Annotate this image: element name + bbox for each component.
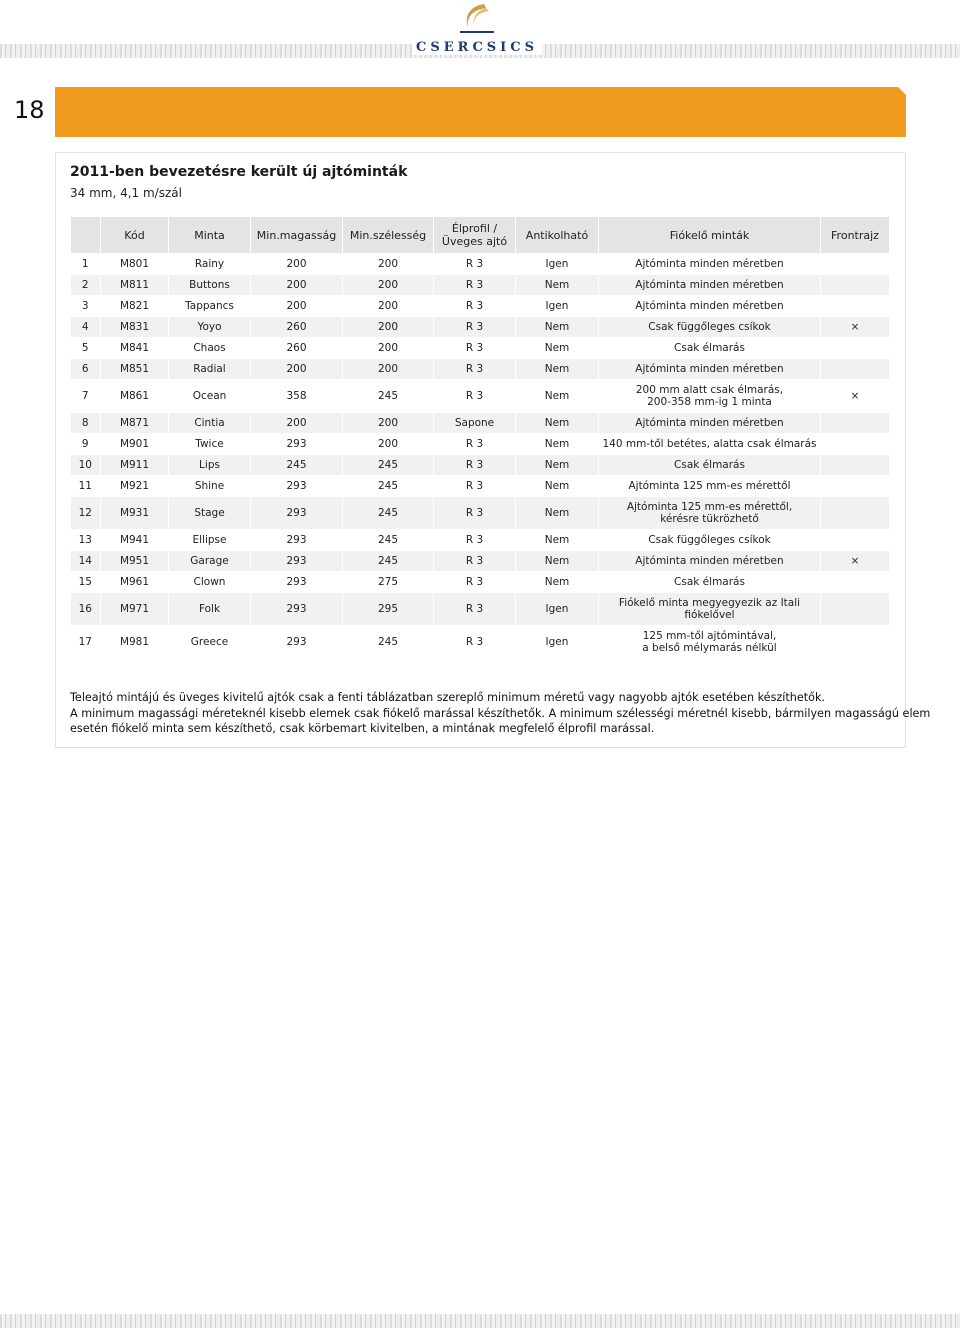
row-antique: Nem (516, 338, 599, 359)
row-profile: R 3 (434, 359, 516, 380)
row-antique: Nem (516, 359, 599, 380)
row-drawing (821, 338, 890, 359)
row-pattern: Twice (169, 434, 251, 455)
row-min-width: 245 (343, 476, 434, 497)
row-antique: Nem (516, 413, 599, 434)
table-row (71, 296, 890, 317)
row-code: M911 (101, 455, 169, 476)
row-drawer (599, 593, 821, 626)
row-antique: Nem (516, 380, 599, 413)
row-index: 11 (71, 476, 101, 497)
row-index: 14 (71, 551, 101, 572)
row-pattern: Cintia (169, 413, 251, 434)
row-min-width: 200 (343, 296, 434, 317)
row-drawer (599, 359, 821, 380)
row-drawing (821, 296, 890, 317)
row-drawer (599, 551, 821, 572)
row-pattern: Ocean (169, 380, 251, 413)
row-code: M921 (101, 476, 169, 497)
row-drawer-line1: 200 mm alatt csak élmarás, (635, 384, 784, 396)
row-pattern: Tappancs (169, 296, 251, 317)
row-min-height: 358 (251, 380, 343, 413)
row-min-width: 295 (343, 593, 434, 626)
row-profile: R 3 (434, 380, 516, 413)
row-drawer (599, 413, 821, 434)
row-pattern: Buttons (169, 275, 251, 296)
row-profile: R 3 (434, 317, 516, 338)
row-pattern: Garage (169, 551, 251, 572)
row-index: 13 (71, 530, 101, 551)
row-index: 15 (71, 572, 101, 593)
row-min-height: 260 (251, 338, 343, 359)
row-drawer (599, 455, 821, 476)
row-drawer-line1: Ajtóminta 125 mm-es mérettől, (626, 501, 793, 513)
footnotes (70, 690, 931, 737)
row-pattern: Greece (169, 626, 251, 659)
row-min-width: 245 (343, 380, 434, 413)
row-profile: R 3 (434, 254, 516, 275)
row-drawer (599, 626, 821, 659)
row-code: M841 (101, 338, 169, 359)
row-drawing (821, 413, 890, 434)
row-drawer (599, 296, 821, 317)
table-row (71, 434, 890, 455)
table-row (71, 626, 890, 659)
row-profile: R 3 (434, 497, 516, 530)
row-min-width: 245 (343, 455, 434, 476)
row-index: 6 (71, 359, 101, 380)
row-min-height: 293 (251, 497, 343, 530)
row-min-width: 200 (343, 254, 434, 275)
header-profile-line2: Üveges ajtó (441, 235, 508, 248)
row-min-width: 200 (343, 413, 434, 434)
row-code: M961 (101, 572, 169, 593)
header-index (71, 217, 101, 254)
row-min-height: 200 (251, 413, 343, 434)
row-index: 1 (71, 254, 101, 275)
row-drawer (599, 572, 821, 593)
table-row (71, 455, 890, 476)
table-row (71, 359, 890, 380)
row-min-height: 293 (251, 572, 343, 593)
row-drawing (821, 359, 890, 380)
row-index: 3 (71, 296, 101, 317)
row-drawing (821, 275, 890, 296)
row-pattern: Yoyo (169, 317, 251, 338)
row-drawing (821, 572, 890, 593)
row-antique: Nem (516, 551, 599, 572)
header-code: Kód (101, 217, 169, 254)
row-drawing (821, 497, 890, 530)
row-pattern: Shine (169, 476, 251, 497)
row-drawer (599, 476, 821, 497)
row-drawer-line2: a belső mélymarás nélkül (642, 642, 777, 654)
section-header-bar (55, 87, 906, 137)
row-drawer-line1: Ajtóminta minden méretben (635, 555, 784, 567)
row-drawer (599, 338, 821, 359)
table-row (71, 413, 890, 434)
row-code: M861 (101, 380, 169, 413)
table-row (71, 380, 890, 413)
row-drawer-line2: 200-358 mm-ig 1 minta (647, 396, 772, 408)
row-drawer-line1: Ajtóminta 125 mm-es mérettől (628, 480, 791, 492)
row-min-height: 260 (251, 317, 343, 338)
row-drawer (599, 275, 821, 296)
table-row (71, 551, 890, 572)
row-min-width: 200 (343, 275, 434, 296)
table-row (71, 530, 890, 551)
row-drawing (821, 593, 890, 626)
row-drawer (599, 530, 821, 551)
row-profile: R 3 (434, 338, 516, 359)
row-pattern: Lips (169, 455, 251, 476)
row-index: 8 (71, 413, 101, 434)
table-row (71, 572, 890, 593)
row-antique: Nem (516, 275, 599, 296)
row-antique: Nem (516, 317, 599, 338)
note-line-3: esetén fiókelő minta sem készíthető, csak körbemart kivitelben, a mintának megfelelő élprofil marással. (70, 722, 655, 735)
row-min-width: 200 (343, 317, 434, 338)
row-code: M981 (101, 626, 169, 659)
row-antique: Nem (516, 455, 599, 476)
table-header-row (71, 217, 890, 254)
row-antique: Igen (516, 296, 599, 317)
row-min-width: 245 (343, 551, 434, 572)
row-min-width: 200 (343, 338, 434, 359)
header-profile (434, 217, 516, 254)
row-code: M971 (101, 593, 169, 626)
row-drawing: × (821, 380, 890, 413)
row-drawing (821, 455, 890, 476)
row-pattern: Ellipse (169, 530, 251, 551)
row-min-height: 293 (251, 530, 343, 551)
logo-swoosh-icon (456, 2, 496, 36)
row-min-height: 200 (251, 275, 343, 296)
row-drawing (821, 626, 890, 659)
table-row (71, 497, 890, 530)
row-profile: R 3 (434, 476, 516, 497)
row-drawing: × (821, 317, 890, 338)
page-number: 18 (14, 96, 45, 124)
table-row (71, 317, 890, 338)
row-antique: Igen (516, 254, 599, 275)
row-antique: Nem (516, 434, 599, 455)
row-pattern: Stage (169, 497, 251, 530)
row-min-height: 200 (251, 254, 343, 275)
row-index: 16 (71, 593, 101, 626)
row-pattern: Clown (169, 572, 251, 593)
row-code: M801 (101, 254, 169, 275)
row-drawer (599, 254, 821, 275)
row-antique: Igen (516, 626, 599, 659)
row-index: 12 (71, 497, 101, 530)
table-row (71, 275, 890, 296)
header-pattern: Minta (169, 217, 251, 254)
row-code: M811 (101, 275, 169, 296)
table-row (71, 338, 890, 359)
section-subtitle: 34 mm, 4,1 m/szál (70, 186, 182, 200)
table-row (71, 593, 890, 626)
footer-texture-strip (0, 1314, 960, 1328)
row-profile: Sapone (434, 413, 516, 434)
row-min-height: 293 (251, 626, 343, 659)
row-index: 9 (71, 434, 101, 455)
row-drawer (599, 497, 821, 530)
row-profile: R 3 (434, 572, 516, 593)
row-drawer-line1: Csak élmarás (674, 459, 745, 471)
row-code: M931 (101, 497, 169, 530)
row-code: M821 (101, 296, 169, 317)
row-pattern: Rainy (169, 254, 251, 275)
row-code: M871 (101, 413, 169, 434)
row-profile: R 3 (434, 593, 516, 626)
row-index: 4 (71, 317, 101, 338)
note-line-1: Teleajtó mintájú és üveges kivitelű ajtók csak a fenti táblázatban szereplő minimum méretű vagy nagyobb ajtók esetében készíthetők. (70, 691, 826, 704)
row-index: 10 (71, 455, 101, 476)
row-index: 5 (71, 338, 101, 359)
row-min-width: 275 (343, 572, 434, 593)
row-code: M951 (101, 551, 169, 572)
header-antique: Antikolható (516, 217, 599, 254)
header-min-width: Min.szélesség (343, 217, 434, 254)
row-drawer-line1: Csak függőleges csíkok (648, 534, 771, 546)
row-code: M851 (101, 359, 169, 380)
row-min-height: 293 (251, 434, 343, 455)
row-pattern: Chaos (169, 338, 251, 359)
row-index: 7 (71, 380, 101, 413)
row-drawer-line2: fiókelővel (684, 609, 735, 621)
row-min-width: 245 (343, 530, 434, 551)
row-profile: R 3 (434, 530, 516, 551)
row-profile: R 3 (434, 626, 516, 659)
row-antique: Nem (516, 572, 599, 593)
brand-name: CSERCSICS (412, 40, 542, 55)
row-min-height: 245 (251, 455, 343, 476)
header-profile-line1: Élprofil / (451, 222, 498, 235)
row-code: M901 (101, 434, 169, 455)
row-index: 17 (71, 626, 101, 659)
row-pattern: Radial (169, 359, 251, 380)
row-drawer (599, 380, 821, 413)
header-drawing: Frontrajz (821, 217, 890, 254)
row-code: M831 (101, 317, 169, 338)
row-index: 2 (71, 275, 101, 296)
row-drawer-line1: Ajtóminta minden méretben (635, 363, 784, 375)
row-drawer-line1: Fiókelő minta megyegyezik az Itali (618, 597, 801, 609)
brand-logo (412, 2, 542, 58)
row-min-height: 293 (251, 593, 343, 626)
row-pattern: Folk (169, 593, 251, 626)
table-row (71, 254, 890, 275)
row-drawer-line1: 125 mm-től ajtómintával, (642, 630, 777, 642)
header-drawer: Fiókelő minták (599, 217, 821, 254)
row-drawer-line2: kérésre tükrözhető (660, 513, 759, 525)
row-min-height: 293 (251, 476, 343, 497)
row-drawing (821, 254, 890, 275)
row-drawer (599, 317, 821, 338)
row-min-width: 245 (343, 497, 434, 530)
row-drawing (821, 530, 890, 551)
row-profile: R 3 (434, 455, 516, 476)
row-drawer-line1: 140 mm-től betétes, alatta csak élmarás (602, 438, 817, 450)
row-drawing (821, 434, 890, 455)
row-drawer (599, 434, 821, 455)
row-drawer-line1: Csak függőleges csíkok (648, 321, 771, 333)
section-title: 2011-ben bevezetésre került új ajtóminták (70, 164, 408, 180)
row-profile: R 3 (434, 296, 516, 317)
row-min-width: 200 (343, 434, 434, 455)
table-row (71, 476, 890, 497)
row-drawing (821, 476, 890, 497)
row-min-height: 200 (251, 296, 343, 317)
row-drawer-line1: Ajtóminta minden méretben (635, 300, 784, 312)
row-drawer-line1: Ajtóminta minden méretben (635, 279, 784, 291)
row-antique: Nem (516, 476, 599, 497)
row-antique: Nem (516, 497, 599, 530)
row-profile: R 3 (434, 434, 516, 455)
row-antique: Igen (516, 593, 599, 626)
row-antique: Nem (516, 530, 599, 551)
row-min-width: 200 (343, 359, 434, 380)
header-min-height: Min.magasság (251, 217, 343, 254)
note-line-2: A minimum magassági méreteknél kisebb elemek csak fiókelő marással készíthetők. A minimum szélességi méretnél kisebb, bármilyen magasságú elem (70, 706, 931, 720)
row-drawing: × (821, 551, 890, 572)
row-drawer-line1: Csak élmarás (674, 342, 745, 354)
row-min-height: 200 (251, 359, 343, 380)
row-min-width: 245 (343, 626, 434, 659)
row-code: M941 (101, 530, 169, 551)
row-min-height: 293 (251, 551, 343, 572)
row-profile: R 3 (434, 551, 516, 572)
row-profile: R 3 (434, 275, 516, 296)
row-drawer-line1: Ajtóminta minden méretben (635, 417, 784, 429)
row-drawer-line1: Csak élmarás (674, 576, 745, 588)
door-patterns-table (70, 216, 890, 659)
row-drawer-line1: Ajtóminta minden méretben (635, 258, 784, 270)
